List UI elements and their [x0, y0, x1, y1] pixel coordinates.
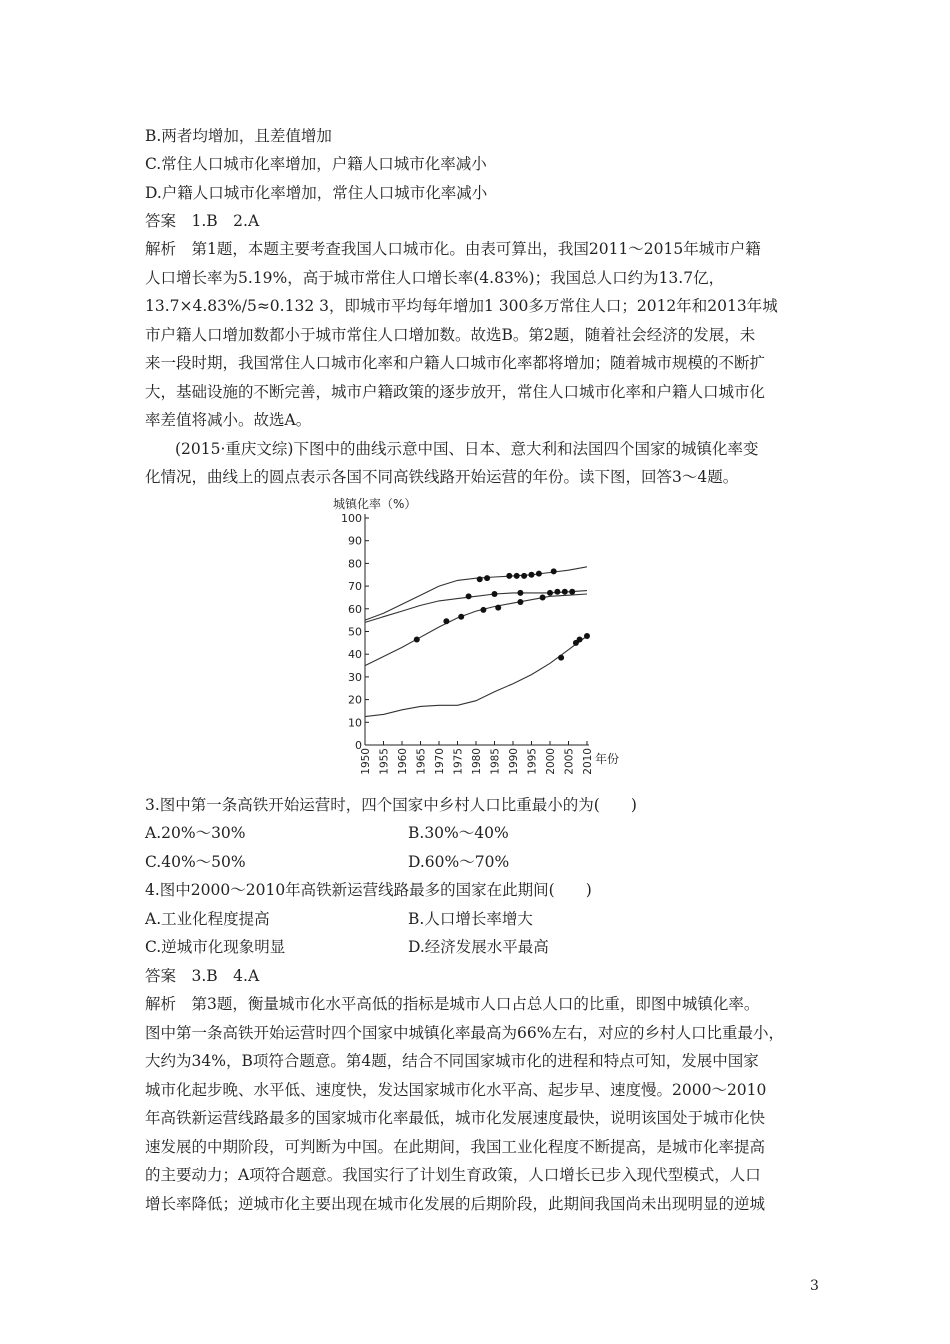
- hsr-opening-point: [506, 573, 512, 579]
- x-tick-label: 1950: [360, 748, 372, 775]
- q4-stem: 4.图中2000～2010年高铁新运营线路最多的国家在此期间( ): [145, 881, 592, 899]
- hsr-opening-point: [547, 590, 553, 596]
- analysis-3-4-line: 解析 第3题，衡量城市化水平高低的指标是城市人口占总人口的比重，即图中城镇化率。: [145, 995, 760, 1013]
- q3-stem: 3.图中第一条高铁开始运营时，四个国家中乡村人口比重最小的为( ): [145, 796, 637, 814]
- x-tick-label: 1955: [378, 748, 391, 775]
- q4-option-c: C.逆城市化现象明显: [145, 938, 286, 956]
- x-tick-label: 1970: [434, 748, 446, 775]
- intro-3-4-line: 化情况，曲线上的圆点表示各国不同高铁线路开始运营的年份。读下图，回答3～4题。: [145, 468, 739, 486]
- hsr-opening-point: [558, 655, 564, 661]
- y-tick-label: 100: [341, 512, 362, 525]
- hsr-opening-point: [521, 573, 527, 579]
- x-tick-label: 1990: [508, 748, 520, 775]
- q4-option-b: B.人口增长率增大: [408, 910, 533, 928]
- analysis-1-2-line: 人口增长率为5.19%，高于城市常住人口增长率(4.83%)；我国总人口约为13.7亿，: [145, 269, 725, 287]
- hsr-opening-point: [577, 636, 583, 642]
- analysis-3-4-line: 增长率降低；逆城市化主要出现在城市化发展的后期阶段，此期间我国尚未出现明显的逆城: [145, 1195, 766, 1213]
- q4-option-d: D.经济发展水平最高: [408, 938, 549, 956]
- hsr-opening-point: [529, 572, 535, 578]
- hsr-opening-point: [584, 633, 590, 639]
- hsr-opening-point: [484, 575, 490, 581]
- series-line-4: [365, 636, 587, 717]
- hsr-opening-point: [517, 599, 523, 605]
- y-tick-label: 60: [348, 602, 362, 616]
- hsr-opening-point: [569, 589, 575, 595]
- option-c-q2: C.常住人口城市化率增加，户籍人口城市化率减小: [145, 155, 487, 173]
- hsr-opening-point: [536, 571, 542, 577]
- x-tick-label: 1960: [397, 748, 409, 775]
- hsr-opening-point: [492, 591, 498, 597]
- x-tick-label: 2005: [563, 748, 576, 775]
- q3-option-c: C.40%～50%: [145, 853, 246, 871]
- x-tick-label: 1995: [526, 748, 539, 775]
- x-tick-label: 2000: [545, 748, 557, 775]
- analysis-1-2-line: 来一段时期，我国常住人口城市化率和户籍人口城市化率都将增加；随着城市规模的不断扩: [145, 354, 766, 372]
- q3-option-a: A.20%～30%: [145, 824, 246, 842]
- hsr-opening-point: [551, 568, 557, 574]
- option-d-q2: D.户籍人口城市化率增加，常住人口城市化率减小: [145, 184, 488, 202]
- q3-option-b: B.30%～40%: [408, 824, 509, 842]
- q4-option-a: A.工业化程度提高: [145, 910, 270, 928]
- hsr-opening-point: [458, 614, 464, 620]
- chart-xlabel: 年份: [595, 752, 620, 766]
- intro-3-4-line: (2015·重庆文综)下图中的曲线示意中国、日本、意大利和法国四个国家的城镇化率变: [175, 440, 759, 458]
- hsr-opening-point: [562, 589, 568, 595]
- chart-axes: [341, 512, 594, 775]
- analysis-1-2-line: 大，基础设施的不断完善，城市户籍政策的逐步放开，常住人口城市化率和户籍人口城市化: [145, 383, 766, 401]
- chart-series: [365, 567, 590, 717]
- y-tick-label: 30: [348, 670, 362, 684]
- analysis-1-2-line: 13.7×4.83%/5≈0.132 3，即城市平均每年增加1 300多万常住人口；2012年和2013年城: [145, 297, 778, 315]
- answer-3-4: 答案 3.B 4.A: [145, 967, 260, 985]
- hsr-opening-point: [540, 594, 546, 600]
- analysis-1-2-line: 解析 第1题，本题主要考查我国人口城市化。由表可算出，我国2011～2015年城市户籍: [145, 240, 761, 258]
- y-tick-label: 90: [348, 534, 362, 548]
- x-tick-label: 1980: [471, 748, 483, 775]
- y-tick-label: 50: [348, 625, 362, 639]
- x-tick-label: 2010: [582, 748, 594, 775]
- y-tick-label: 70: [348, 580, 362, 594]
- hsr-opening-point: [414, 636, 420, 642]
- page-number: 3: [810, 1278, 819, 1294]
- hsr-opening-point: [477, 576, 483, 582]
- option-b-q2: B.两者均增加，且差值增加: [145, 127, 332, 145]
- q3-option-d: D.60%～70%: [408, 853, 510, 871]
- analysis-1-2-line: 市户籍人口增加数都小于城市常住人口增加数。故选B。第2题，随着社会经济的发展，未: [145, 326, 756, 344]
- analysis-3-4-line: 的主要动力；A项符合题意。我国实行了计划生育政策，人口增长已步入现代型模式，人口: [145, 1166, 761, 1184]
- y-tick-label: 20: [348, 693, 362, 707]
- y-tick-label: 0: [355, 739, 362, 752]
- hsr-opening-point: [517, 590, 523, 596]
- x-tick-label: 1985: [489, 748, 502, 775]
- x-tick-label: 1975: [452, 748, 465, 775]
- urbanization-chart: [325, 495, 625, 785]
- analysis-1-2-line: 率差值将减小。故选A。: [145, 411, 312, 429]
- chart-ylabel: 城镇化率（%）: [333, 497, 417, 511]
- hsr-opening-point: [495, 605, 501, 611]
- analysis-3-4-line: 城市化起步晚、水平低、速度快，发达国家城市化水平高、起步早、速度慢。2000～2010: [145, 1081, 767, 1099]
- analysis-3-4-line: 图中第一条高铁开始运营时四个国家中城镇化率最高为66%左右，对应的乡村人口比重最小，: [145, 1024, 784, 1042]
- x-tick-label: 1965: [415, 748, 428, 775]
- hsr-opening-point: [554, 589, 560, 595]
- y-tick-label: 40: [348, 648, 362, 662]
- series-line-3: [365, 594, 587, 666]
- analysis-3-4-line: 大约为34%，B项符合题意。第4题，结合不同国家城市化的进程和特点可知，发展中国家: [145, 1052, 759, 1070]
- y-tick-label: 10: [348, 716, 362, 730]
- analysis-3-4-line: 年高铁新运营线路最多的国家城市化率最低，城市化发展速度最快，说明该国处于城市化快: [145, 1109, 766, 1127]
- answer-1-2: 答案 1.B 2.A: [145, 212, 260, 230]
- hsr-opening-point: [514, 573, 520, 579]
- hsr-opening-point: [480, 607, 486, 613]
- hsr-opening-point: [443, 618, 449, 624]
- analysis-3-4-line: 速发展的中期阶段，可判断为中国。在此期间，我国工业化程度不断提高，是城市化率提高: [145, 1138, 766, 1156]
- y-tick-label: 80: [348, 557, 362, 571]
- hsr-opening-point: [466, 593, 472, 599]
